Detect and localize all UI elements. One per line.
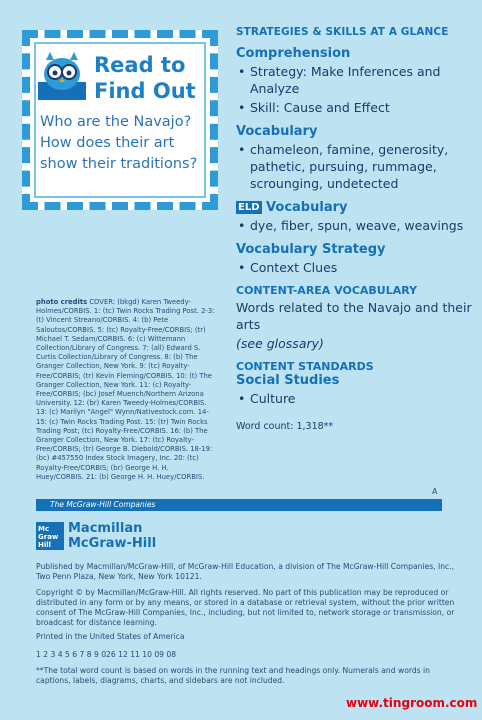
vocabulary-title: Vocabulary	[236, 124, 318, 139]
publisher-name	[68, 521, 156, 551]
comprehension-item: • Strategy: Make Inferences and Analyze	[236, 63, 476, 97]
strategies-panel	[236, 26, 476, 432]
publisher-name-line1: Macmillan	[68, 521, 143, 536]
page-letter: A	[432, 487, 438, 496]
photo-credits	[36, 298, 218, 482]
owl-icon	[36, 48, 88, 104]
publisher-logo: Mc Graw Hill	[36, 522, 64, 550]
standards-title: CONTENT STANDARDS	[236, 360, 374, 373]
print-line: 1 2 3 4 5 6 7 8 9 026 12 11 10 09 08	[36, 650, 177, 659]
vocabulary-item: • chameleon, famine, generosity, pathetic, pursuing, rummage, scrounging, undetected	[236, 141, 476, 192]
vocab-strategy-title: Vocabulary Strategy	[236, 242, 386, 257]
publisher-name-line2: McGraw-Hill	[68, 536, 157, 551]
eld-vocabulary-label: Vocabulary	[266, 200, 348, 215]
copyright-notice: Copyright © by Macmillan/McGraw-Hill. All rights reserved. No part of this publication may be reproduced or distributed in any form or by any means, or stored in a database or retrieval system, without the prior written consent of The McGraw-Hill Companies, Inc., including, but not limited to, network storage or transmission, or broadcast for distance learning.	[36, 588, 455, 627]
content-area-text: Words related to the Navajo and their arts	[236, 300, 472, 332]
comprehension-title: Comprehension	[236, 46, 351, 61]
word-count-footnote: **The total word count is based on words in the running text and headings only. Numerals and words in captions, labels, diagrams, charts, and sidebars are not included.	[36, 666, 430, 685]
read-to-find-out-box	[22, 30, 218, 210]
read-box-title	[94, 52, 196, 104]
read-box-question: Who are the Navajo? How does their art show their traditions?	[40, 114, 198, 172]
photo-credits-text: COVER: (bkgd) Karen Tweedy-Holmes/CORBIS. 1: (tc) Twin Rocks Trading Post. 2-3: (t) Vincent Streano/CORBIS. 4: (b) Pete Saloutos/CORBIS. 5: (tc) Royalty-Free/CORBIS; (tr) Michael T. Sedam/CORBIS. 6: (c) Wittemann Collection/Library of Congress. 7: (all) Edward S. Curtis Collection/Library of Congress. 8: (b) The Granger Collection, New York. 9: (tc) Royalty-Free/CORBIS; (tr) Kevin Fleming/CORBIS. 10: (t) The Granger Collection, New York. 11: (c) Royalty-Free/CORBIS; (bc) Josef Muench/Northern Arizona University. 12: (br) Karen Tweedy-Holmes/CORBIS. 13: (c) Marilyn "Angel" Wynn/Nativestock.com. 14-15: (c) Twin Rocks Trading Post. 15: (tr) Twin Rocks Trading Post; (tc) Royalty-Free/CORBIS. 16: (b) The Granger Collection, New York. 17: (tc) Royalty-Free/CORBIS; (tr) George B. Diebold/CORBIS. 18-19: (bc) #457550 Index Stock Imagery, Inc. 20: (tc) Royalty-Free/CORBIS; (br) George H. H. Huey/CORBIS. 21: (b) George H. H. Huey/CORBIS.	[36, 298, 215, 481]
content-area-note: (see glossary)	[236, 336, 324, 351]
photo-credits-label: photo credits	[36, 298, 88, 306]
strategies-header: STRATEGIES & SKILLS AT A GLANCE	[236, 26, 449, 38]
published-by: Published by Macmillan/McGraw-Hill, of McGraw-Hill Education, a division of The McGraw-Hill Companies, Inc., Two Penn Plaza, New York, New York 10121.	[36, 562, 455, 581]
content-area-title: CONTENT-AREA VOCABULARY	[236, 284, 418, 297]
eld-vocabulary-item: • dye, fiber, spun, weave, weavings	[236, 217, 476, 234]
standards-item: • Culture	[236, 390, 476, 407]
comprehension-item: • Skill: Cause and Effect	[236, 99, 476, 116]
read-box-title-line1: Read to	[94, 53, 186, 77]
standards-subtitle: Social Studies	[236, 373, 340, 388]
eld-badge: ELD	[238, 202, 260, 213]
eld-vocabulary-title	[236, 200, 476, 215]
word-count: Word count: 1,318**	[236, 421, 334, 432]
read-box-title-line2: Find Out	[94, 79, 196, 103]
vocab-strategy-item: • Context Clues	[236, 259, 476, 276]
publisher-bar-text: The McGraw-Hill Companies	[50, 500, 156, 509]
printed-in: Printed in the United States of America	[36, 632, 185, 641]
watermark: www.tingroom.com	[346, 696, 478, 710]
publisher-bar	[36, 499, 442, 511]
